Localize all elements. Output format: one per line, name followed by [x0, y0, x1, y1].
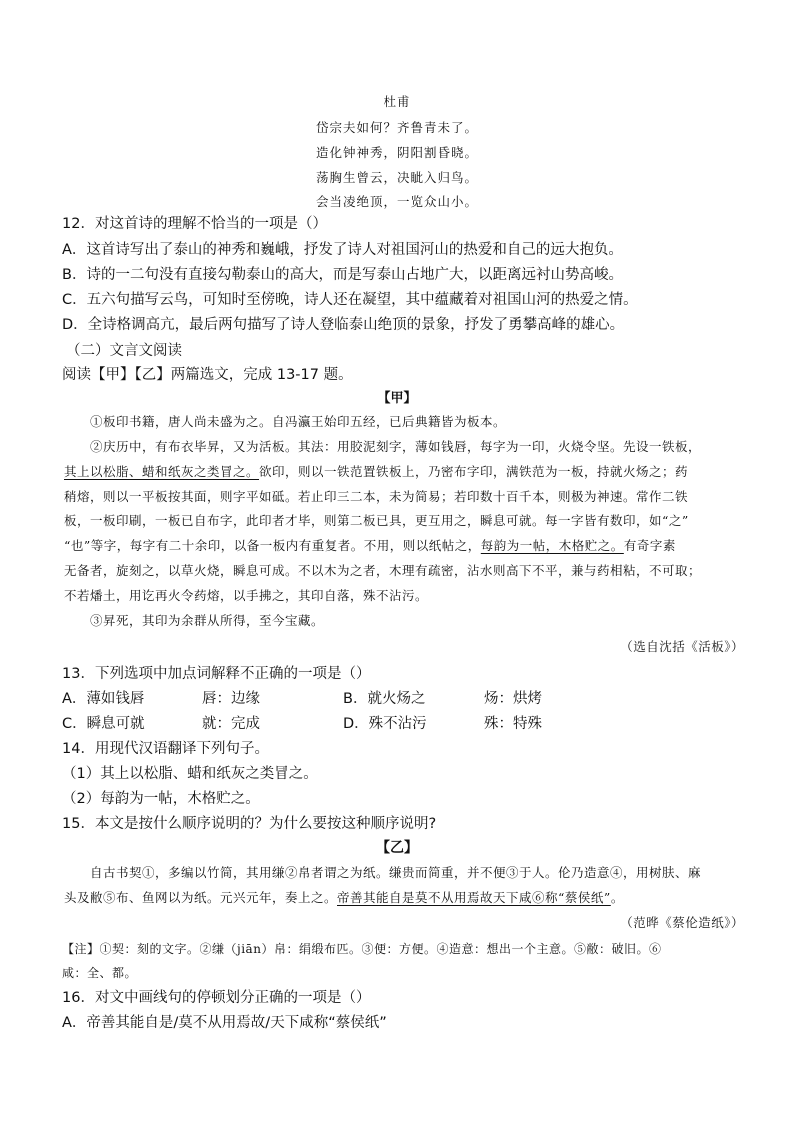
question-13-option-a: A．薄如钱唇	[62, 691, 145, 707]
passage-yi-line	[64, 888, 744, 908]
question-13-option-b: B．就火炀之	[343, 691, 426, 707]
passage-jia-line: ②庆历中，有布衣毕昇，又为活板。其法：用胶泥刻字，薄如钱唇，每字为一印，火烧令坚。先设一铁板，	[90, 439, 702, 454]
passage-jia-paragraph-3: ③昇死，其印为余群从所得，至今宝藏。	[90, 613, 325, 628]
question-12-option-a: A．这首诗写出了泰山的神秀和巍峨，抒发了诗人对祖国河山的热爱和自己的远大抱负。	[62, 242, 623, 258]
passage-text: 有奇字素	[623, 538, 676, 553]
passage-yi-line: 自古书契①，多编以竹简，其用缣②帛者谓之为纸。缣贵而简重，并不便③于人。伦乃造意④，用树肤、麻	[90, 865, 702, 880]
passage-yi-notes: 【注】①契：刻的文字。②缣（jiān）帛：绢缎布匹。③便：方便。④造意：想出一个主意。⑤敝：破旧。⑥	[62, 942, 662, 956]
question-12-option-d: D．全诗格调高亢，最后两句描写了诗人登临泰山绝顶的景象，抒发了勇攀高峰的雄心。	[62, 317, 625, 333]
passage-yi-notes: 咸：全、都。	[62, 966, 138, 980]
passage-jia-line: 不若燔土，用讫再火令药熔，以手拂之，其印自落，殊不沾污。	[64, 588, 429, 603]
poem-line: 造化钟神秀，阴阳割昏晓。	[315, 145, 478, 160]
passage-yi-source: （范晔《蔡伦造纸》）	[620, 915, 744, 930]
question-13-option-a-gloss: 唇：边缘	[202, 691, 260, 707]
poem-line: 会当凌绝顶，一览众山小。	[315, 194, 478, 209]
passage-jia-line	[64, 536, 744, 556]
passage-text: 。	[610, 890, 624, 905]
section-intro: 阅读【甲】【乙】两篇选文，完成 13-17 题。	[62, 367, 353, 383]
question-16-option-a: A．帝善其能自是/莫不从用焉故/天下咸称“蔡侯纸”	[62, 1015, 387, 1031]
question-14-sentence-1: （1）其上以松脂、蜡和纸灰之类冒之。	[62, 766, 318, 782]
passage-jia-line: 稍熔，则以一平板按其面，则字平如砥。若止印三二本，未为简易；若印数十百千本，则极为神速。常作二铁	[64, 489, 689, 504]
underlined-sentence: 每韵为一帖，木格贮之。	[480, 538, 624, 553]
passage-jia-line	[64, 462, 744, 482]
question-13-stem: 13．下列选项中加点词解释不正确的一项是（）	[62, 666, 371, 682]
poem-line: 荡胸生曾云，决眦入归鸟。	[315, 170, 478, 185]
passage-yi-heading: 【乙】	[376, 840, 418, 856]
poem-author: 杜甫	[383, 94, 411, 109]
question-14-stem: 14．用现代汉语翻译下列句子。	[62, 741, 269, 757]
question-13-option-c: C．瞬息可就	[62, 716, 145, 732]
passage-jia-paragraph-1: ①板印书籍，唐人尚未盛为之。自冯瀛王始印五经，已后典籍皆为板本。	[90, 414, 507, 429]
question-14-sentence-2: （2）每韵为一帖，木格贮之。	[62, 791, 260, 807]
question-12-option-c: C．五六句描写云鸟，可知时至傍晚，诗人还在凝望，其中蕴藏着对祖国山河的热爱之情。	[62, 292, 638, 308]
question-15-stem: 15．本文是按什么顺序说明的？为什么要按这种顺序说明?	[62, 816, 437, 832]
question-12-stem: 12．对这首诗的理解不恰当的一项是（）	[62, 216, 327, 232]
passage-jia-source: （选自沈括《活板》）	[620, 639, 744, 654]
question-13-option-c-gloss: 就：完成	[202, 716, 260, 732]
passage-text: 头及敝⑤布、鱼网以为纸。元兴元年，奏上之。	[64, 890, 338, 905]
question-16-stem: 16．对文中画线句的停顿划分正确的一项是（）	[62, 990, 371, 1006]
underlined-sentence: 帝善其能自是莫不从用焉故天下咸⑥称“蔡侯纸”	[337, 890, 611, 905]
poem-line: 岱宗夫如何？齐鲁青未了。	[315, 120, 478, 135]
question-13-option-d-gloss: 殊：特殊	[484, 716, 542, 732]
question-13-option-d: D．殊不沾污	[343, 716, 427, 732]
passage-jia-line: 无备者，旋刻之，以草火烧，瞬息可成。不以木为之者，木理有疏密，沾水则高下不平，兼与药相粘，不可取；	[64, 563, 702, 578]
underlined-sentence: 其上以松脂、蜡和纸灰之类冒之。	[64, 464, 260, 479]
passage-jia-heading: 【甲】	[377, 391, 417, 406]
passage-jia-line: 板，一板印刷，一板已自布字，此印者才毕，则第二板已具，更互用之，瞬息可就。每一字皆有数印，如“之”	[64, 513, 689, 528]
section-title: （二）文言文阅读	[66, 343, 182, 359]
question-12-option-b: B．诗的一二句没有直接勾勒泰山的高大，而是写泰山占地广大，以距离远衬山势高峻。	[62, 267, 623, 283]
passage-text: “也”等字，每字有二十余印，以备一板内有重复者。不用，则以纸帖之，	[64, 538, 481, 553]
passage-text: 欲印，则以一铁范置铁板上，乃密布字印，满铁范为一板，持就火炀之；药	[259, 464, 689, 479]
question-13-option-b-gloss: 炀：烘烤	[484, 691, 542, 707]
